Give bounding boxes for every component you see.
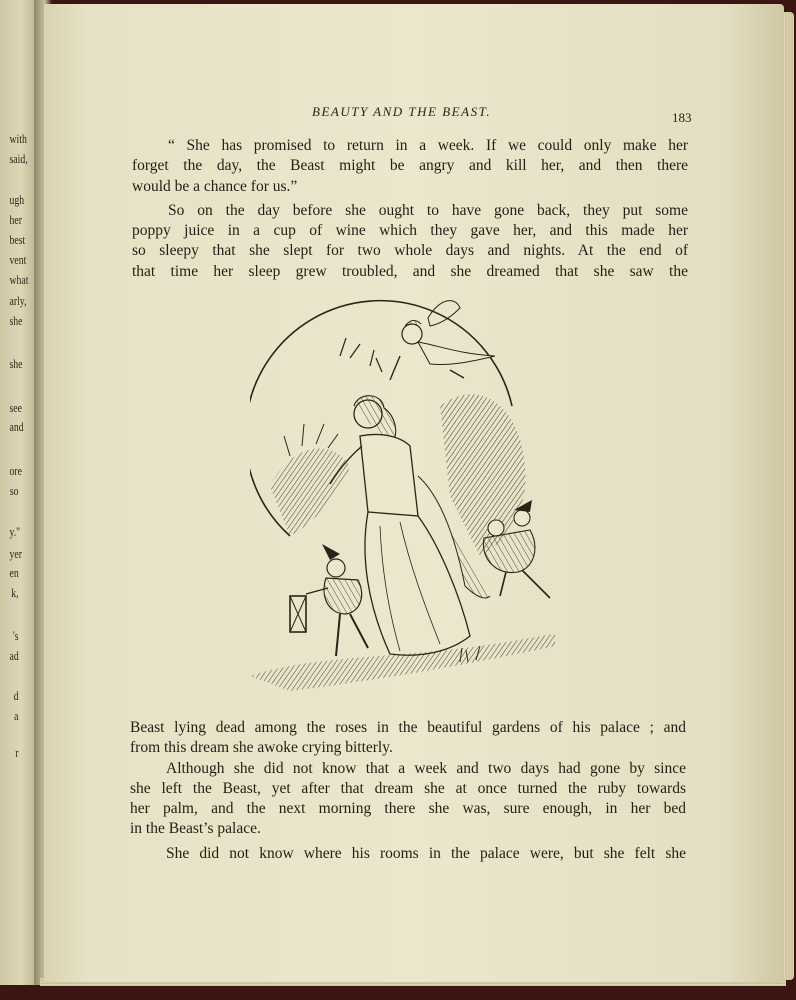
text-line: Beast lying dead among the roses in the beautiful gardens of his palace ; and — [130, 719, 686, 736]
running-head: BEAUTY AND THE BEAST. — [312, 104, 492, 119]
left-page-fragment: 's — [12, 628, 19, 643]
text-line: So on the day before she ought to have gone back, they put some — [168, 201, 688, 219]
text-line: that time her sleep grew troubled, and she dreamed that she saw the — [132, 262, 688, 280]
left-page-fragment: yer — [9, 546, 22, 561]
left-page-fragment: she — [9, 356, 23, 371]
text-line: She did not know where his rooms in the palace were, but she felt she — [166, 844, 686, 862]
left-page-fragment: k, — [11, 585, 19, 600]
text-line: in the Beast’s palace. — [130, 820, 261, 838]
left-page-edge — [0, 0, 38, 985]
left-page-fragment: r — [15, 745, 19, 760]
left-page-fragment: a — [14, 708, 19, 723]
dwarf-with-lantern — [290, 544, 368, 656]
left-page-fragment: with — [9, 131, 27, 146]
text-line: her palm, and the next morning there she was, sure enough, in her bed — [130, 800, 686, 818]
left-page-fragment: her — [9, 212, 22, 227]
page-number: 183 — [672, 110, 692, 125]
left-page-fragment: arly, — [9, 293, 27, 308]
text-line: so sleepy that she slept for two whole days and nights. At the end of — [132, 242, 688, 260]
left-page-fragment: best — [9, 232, 26, 247]
left-page-fragment: ugh — [9, 192, 25, 207]
left-page-fragment: said, — [9, 151, 28, 166]
left-page-fragment: ad — [9, 648, 19, 663]
left-page-fragment: en — [9, 565, 19, 580]
left-page-fragment: and — [9, 419, 24, 434]
left-page-fragment: d — [13, 688, 19, 703]
left-page-fragment: she — [9, 313, 23, 328]
text-block-bottom — [130, 718, 686, 864]
text-line: from this dream she awoke crying bitterly. — [130, 739, 393, 757]
left-page-fragment: vent — [9, 252, 27, 267]
left-page-fragment: see — [9, 400, 22, 415]
flying-fairy — [390, 301, 495, 380]
text-line: “ She has promised to return in a week. If we could only make her — [168, 137, 688, 154]
text-line: forget the day, the Beast might be angry and kill her, and then there — [132, 157, 688, 175]
text-block-top — [132, 136, 688, 282]
text-line: poppy juice in a cup of wine which they gave her, and this made her — [132, 222, 688, 240]
left-page-fragment: ore — [9, 463, 22, 478]
text-line: Although she did not know that a week and two days had gone by since — [166, 759, 686, 777]
text-line: she left the Beast, yet after that dream she at once turned the ruby towards — [130, 779, 686, 797]
left-page-fragment: so — [9, 483, 19, 498]
left-page-fragment: y." — [9, 524, 21, 539]
illustration-beauty-and-dwarfs — [250, 296, 560, 696]
left-page-fragment: what — [9, 272, 29, 287]
text-line: would be a chance for us.” — [132, 177, 298, 195]
